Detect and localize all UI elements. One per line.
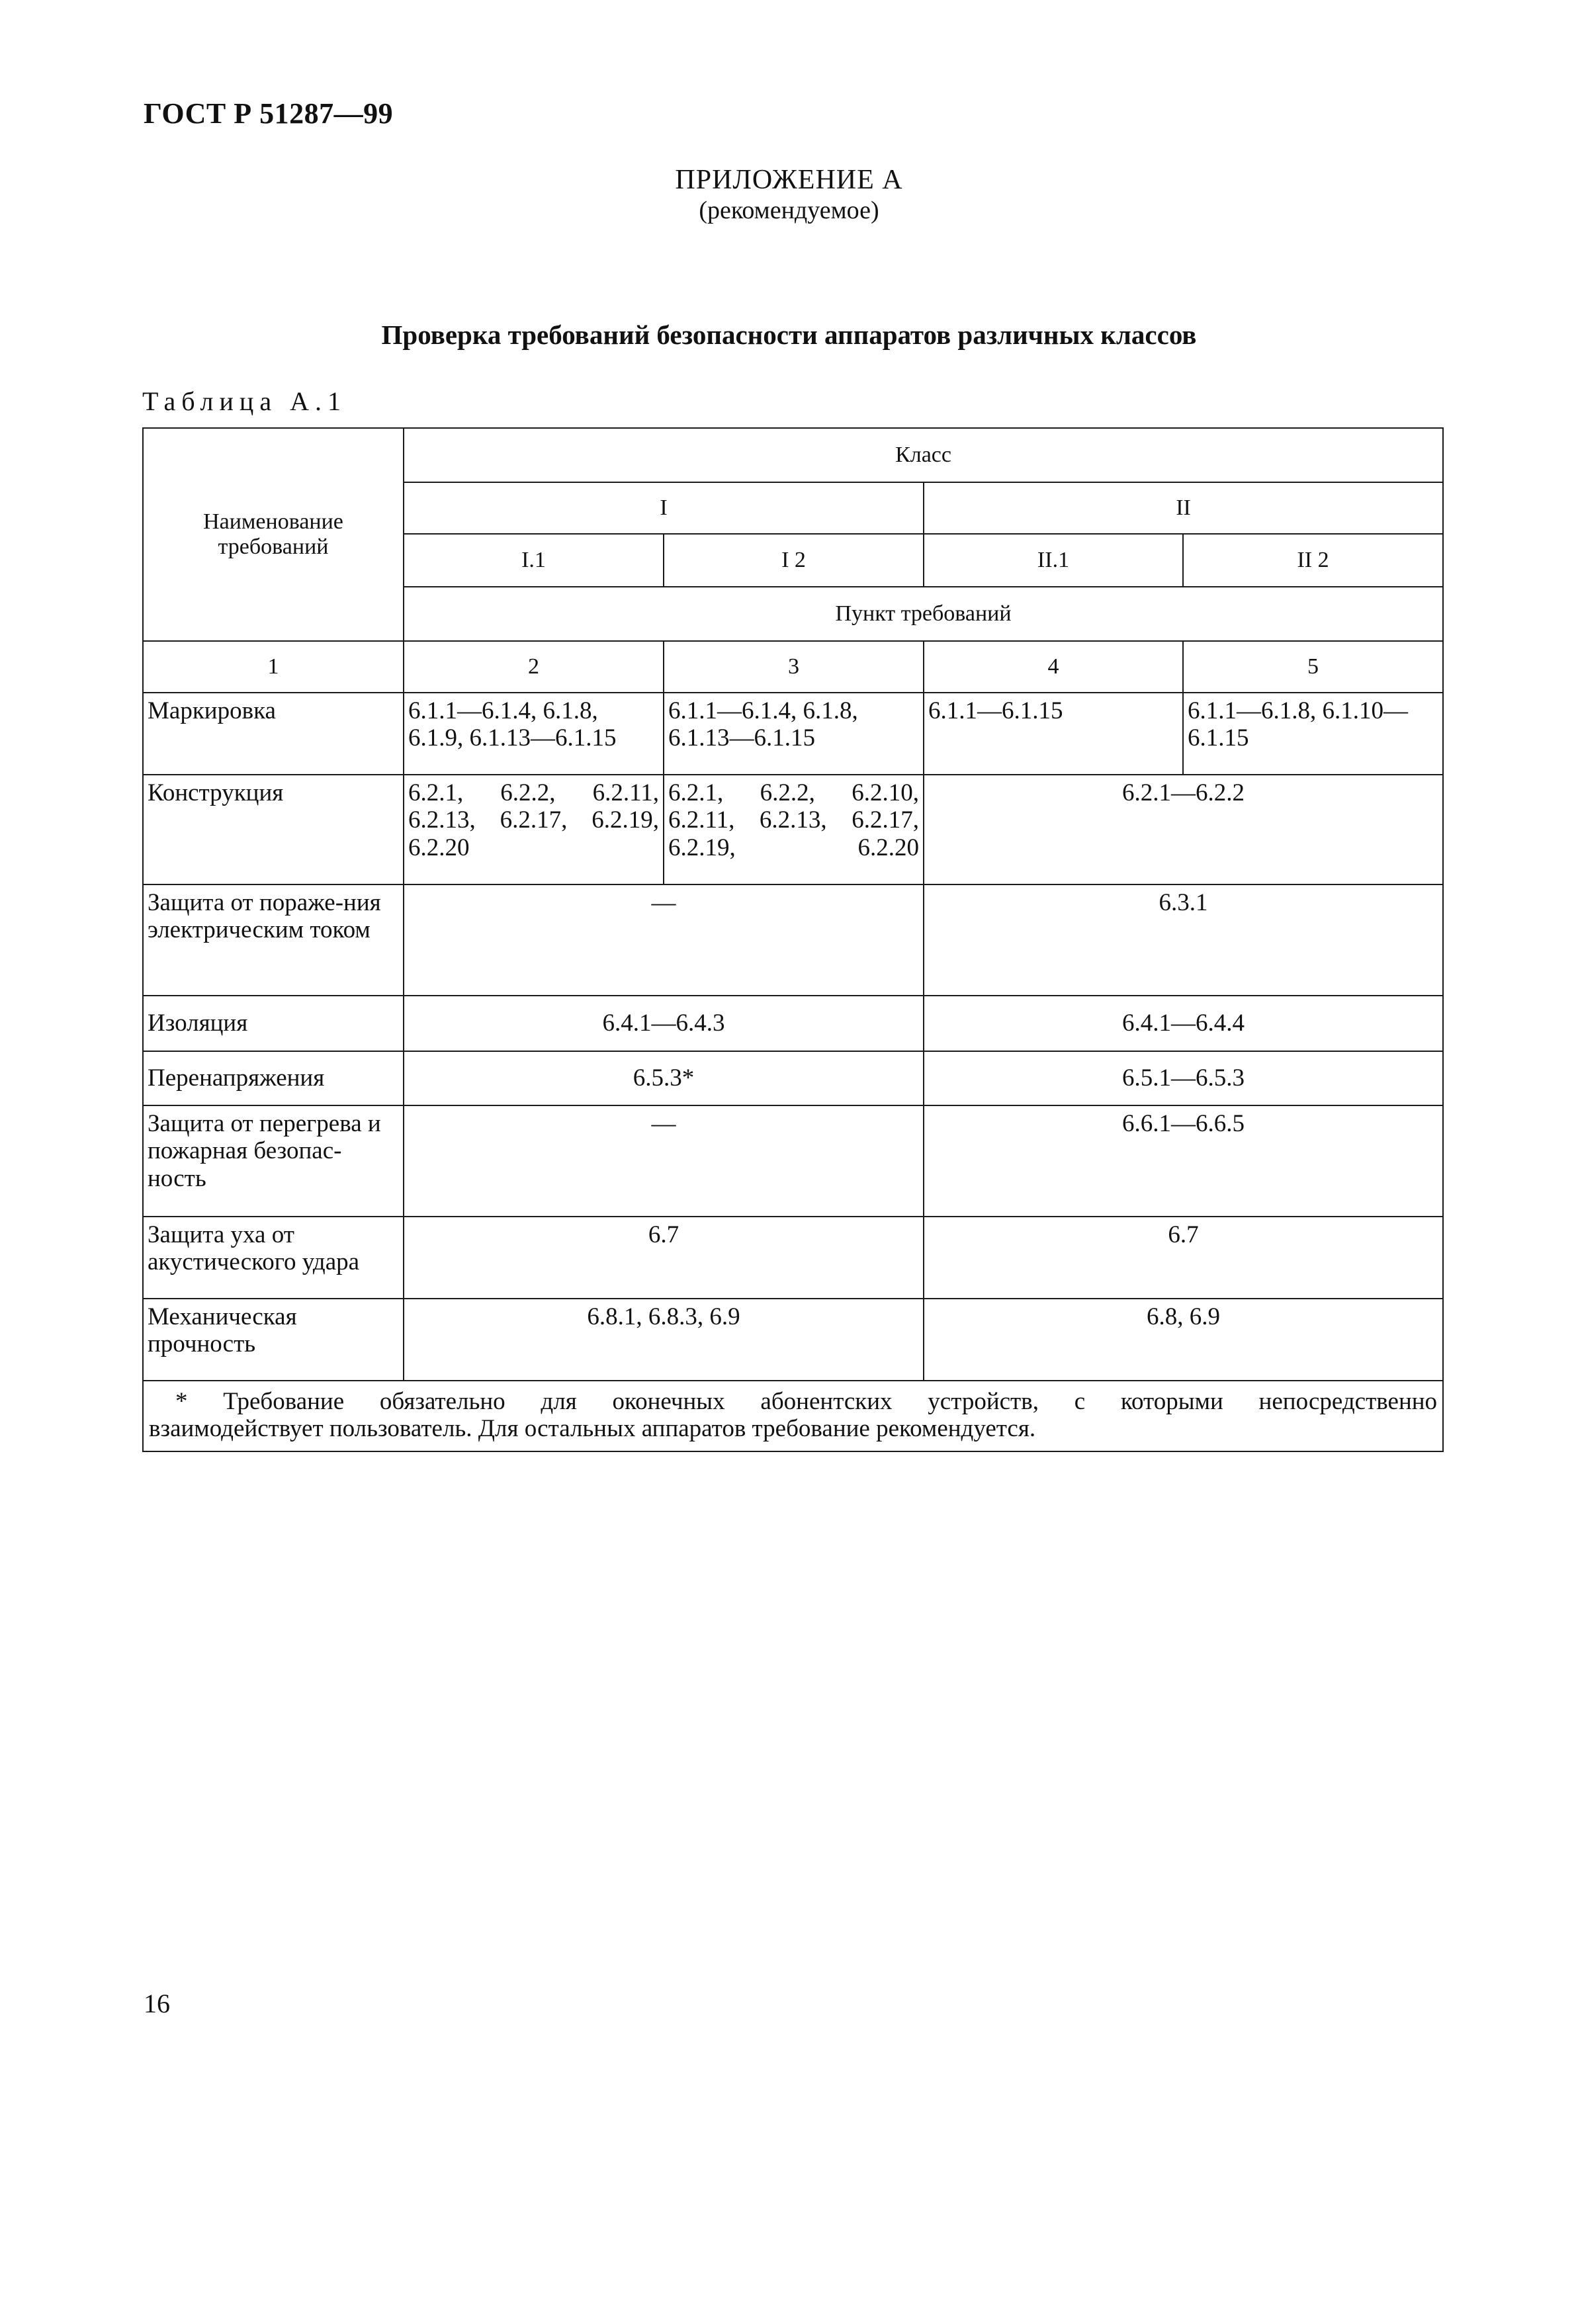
cell-insulation-i: 6.4.1—6.4.3 <box>404 996 924 1051</box>
cell-shock-protection-ii: 6.3.1 <box>924 884 1443 996</box>
header-clause: Пункт требований <box>404 587 1443 641</box>
cell-overheat-protection-i: — <box>404 1105 924 1217</box>
cell-ear-protection-ii: 6.7 <box>924 1217 1443 1299</box>
table-row <box>143 1051 1443 1105</box>
appendix-subtitle: (рекомендуемое) <box>699 196 879 224</box>
column-number-3: 3 <box>664 641 924 693</box>
cell-marking-i1: 6.1.1—6.1.4, 6.1.8, 6.1.9, 6.1.13—6.1.15 <box>404 693 664 775</box>
cell-construction-i1: 6.2.1, 6.2.2, 6.2.11, 6.2.13, 6.2.17, 6.2.19, 6.2.20 <box>404 775 664 884</box>
row-name-marking: Маркировка <box>143 693 404 775</box>
column-number-5: 5 <box>1183 641 1443 693</box>
header-class: Класс <box>404 428 1443 482</box>
table-row <box>143 996 1443 1051</box>
table-row <box>143 1217 1443 1299</box>
cell-insulation-ii: 6.4.1—6.4.4 <box>924 996 1443 1051</box>
table-caption: Таблица А.1 <box>142 386 347 416</box>
header-subclass-i2: I 2 <box>664 534 924 587</box>
cell-mechanical-strength-ii: 6.8, 6.9 <box>924 1299 1443 1381</box>
page-number: 16 <box>144 1989 170 2018</box>
row-name-construction: Конструкция <box>143 775 404 884</box>
header-class-ii: II <box>924 482 1443 534</box>
cell-marking-ii2: 6.1.1—6.1.8, 6.1.10—6.1.15 <box>1183 693 1443 775</box>
row-name-insulation: Изоляция <box>143 996 404 1051</box>
cell-overvoltage-ii: 6.5.1—6.5.3 <box>924 1051 1443 1105</box>
cell-mechanical-strength-i: 6.8.1, 6.8.3, 6.9 <box>404 1299 924 1381</box>
header-subclass-ii1: II.1 <box>924 534 1183 587</box>
table-row <box>143 1105 1443 1217</box>
table-row <box>143 775 1443 884</box>
row-name-overheat-protection: Защита от перегрева и пожарная безопас-ность <box>143 1105 404 1217</box>
header-requirement-name: Наименование требований <box>143 428 404 641</box>
header-subclass-ii2: II 2 <box>1183 534 1443 587</box>
appendix-title: ПРИЛОЖЕНИЕ А <box>675 165 903 195</box>
table-footnote-row <box>143 1381 1443 1451</box>
cell-marking-i2: 6.1.1—6.1.4, 6.1.8, 6.1.13—6.1.15 <box>664 693 924 775</box>
header-class-i: I <box>404 482 924 534</box>
column-number-2: 2 <box>404 641 664 693</box>
column-number-1: 1 <box>143 641 404 693</box>
row-name-mechanical-strength: Механическая прочность <box>143 1299 404 1381</box>
header-subclass-i1: I.1 <box>404 534 664 587</box>
cell-overheat-protection-ii: 6.6.1—6.6.5 <box>924 1105 1443 1217</box>
table-footnote <box>143 1381 1443 1451</box>
table-row <box>143 1299 1443 1381</box>
table-row <box>143 693 1443 775</box>
cell-marking-ii1: 6.1.1—6.1.15 <box>924 693 1183 775</box>
requirements-table <box>142 427 1444 1452</box>
cell-construction-ii: 6.2.1—6.2.2 <box>924 775 1443 884</box>
document-code: ГОСТ Р 51287—99 <box>144 97 394 130</box>
cell-shock-protection-i: — <box>404 884 924 996</box>
cell-overvoltage-i: 6.5.3* <box>404 1051 924 1105</box>
cell-ear-protection-i: 6.7 <box>404 1217 924 1299</box>
row-name-ear-protection: Защита уха от акустического удара <box>143 1217 404 1299</box>
row-name-overvoltage: Перенапряжения <box>143 1051 404 1105</box>
footnote-line-1: * Требование обязательно для оконечных абонентских устройств, с которыми непосредственно <box>175 1388 1438 1415</box>
cell-construction-i2: 6.2.1, 6.2.2, 6.2.10, 6.2.11, 6.2.13, 6.2.17, 6.2.19, 6.2.20 <box>664 775 924 884</box>
footnote-line-2: взаимодействует пользователь. Для остальных аппаратов требование рекомендуется. <box>149 1415 1036 1443</box>
table-row <box>143 884 1443 996</box>
row-name-shock-protection: Защита от пораже-ния электрическим током <box>143 884 404 996</box>
column-number-4: 4 <box>924 641 1183 693</box>
section-title: Проверка требований безопасности аппаратов различных классов <box>381 320 1197 350</box>
